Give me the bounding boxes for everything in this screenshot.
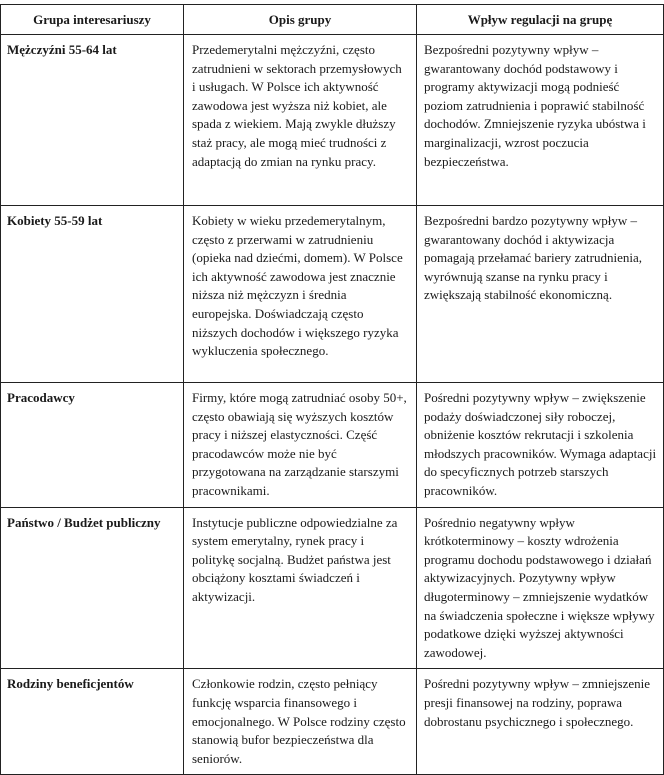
header-description: Opis grupy xyxy=(184,5,417,35)
header-group: Grupa interesariuszy xyxy=(1,5,184,35)
group-name: Pracodawcy xyxy=(1,383,184,508)
table-row xyxy=(1,383,664,508)
table-header xyxy=(1,5,664,35)
header-row xyxy=(1,5,664,35)
group-name: Mężczyźni 55-64 lat xyxy=(1,35,184,206)
group-description: Członkowie rodzin, często pełniący funkcję wsparcia finansowego i emocjonalnego. W Polsce rodziny często stanowią bufor bezpieczeństwa dla seniorów. xyxy=(184,669,417,775)
group-description: Firmy, które mogą zatrudniać osoby 50+, często obawiają się wyższych kosztów pracy i niższej elastyczności. Część pracodawców może nie być przygotowana na zarządzanie starszymi pracownikami. xyxy=(184,383,417,508)
group-name: Kobiety 55-59 lat xyxy=(1,206,184,383)
group-impact: Pośredni pozytywny wpływ – zwiększenie podaży doświadczonej siły roboczej, obniżenie kosztów rekrutacji i szkolenia młodszych pracowników. Wymaga adaptacji do specyficznych potrzeb starszych pracowników. xyxy=(417,383,664,508)
stakeholder-table xyxy=(0,4,664,775)
group-description: Przedemerytalni mężczyźni, często zatrudnieni w sektorach przemysłowych i usługach. W Polsce ich aktywność zawodowa jest wyższa niż kobiet, ale spada z wiekiem. Mają zwykle dłuższy staż pracy, ale mogą mieć trudności z adaptacją do zmian na rynku pracy. xyxy=(184,35,417,206)
group-name: Państwo / Budżet publiczny xyxy=(1,507,184,669)
table-row xyxy=(1,35,664,206)
group-impact: Bezpośredni pozytywny wpływ – gwarantowany dochód podstawowy i programy aktywizacji mogą podnieść poziom zatrudnienia i poprawić stabilność dochodów. Zmniejszenie ryzyka ubóstwa i marginalizacji, wzrost poczucia bezpieczeństwa. xyxy=(417,35,664,206)
group-impact: Bezpośredni bardzo pozytywny wpływ – gwarantowany dochód i aktywizacja pomagają przełamać bariery zatrudnienia, wyrównują szanse na rynku pracy i zwiększają stabilność ekonomiczną. xyxy=(417,206,664,383)
table-row xyxy=(1,669,664,775)
table-row xyxy=(1,206,664,383)
group-impact: Pośrednio negatywny wpływ krótkoterminowy – koszty wdrożenia programu dochodu podstawowego i działań aktywizacyjnych. Pozytywny wpływ długoterminowy – zmniejszenie wydatków na świadczenia społeczne i większe wpływy podatkowe dzięki wyższej aktywności zawodowej. xyxy=(417,507,664,669)
group-impact: Pośredni pozytywny wpływ – zmniejszenie presji finansowej na rodziny, poprawa dobrostanu psychicznego i społecznego. xyxy=(417,669,664,775)
table-row xyxy=(1,507,664,669)
group-description: Instytucje publiczne odpowiedzialne za system emerytalny, rynek pracy i politykę socjalną. Budżet państwa jest obciążony kosztami świadczeń i aktywizacji. xyxy=(184,507,417,669)
header-impact: Wpływ regulacji na grupę xyxy=(417,5,664,35)
group-description: Kobiety w wieku przedemerytalnym, często z przerwami w zatrudnieniu (opieka nad dziećmi, domem). W Polsce ich aktywność zawodowa jest znacznie niższa niż mężczyzn i średnia europejska. Doświadczają często niższych dochodów i większego ryzyka wykluczenia społecznego. xyxy=(184,206,417,383)
group-name: Rodziny beneficjentów xyxy=(1,669,184,775)
table-body xyxy=(1,35,664,775)
